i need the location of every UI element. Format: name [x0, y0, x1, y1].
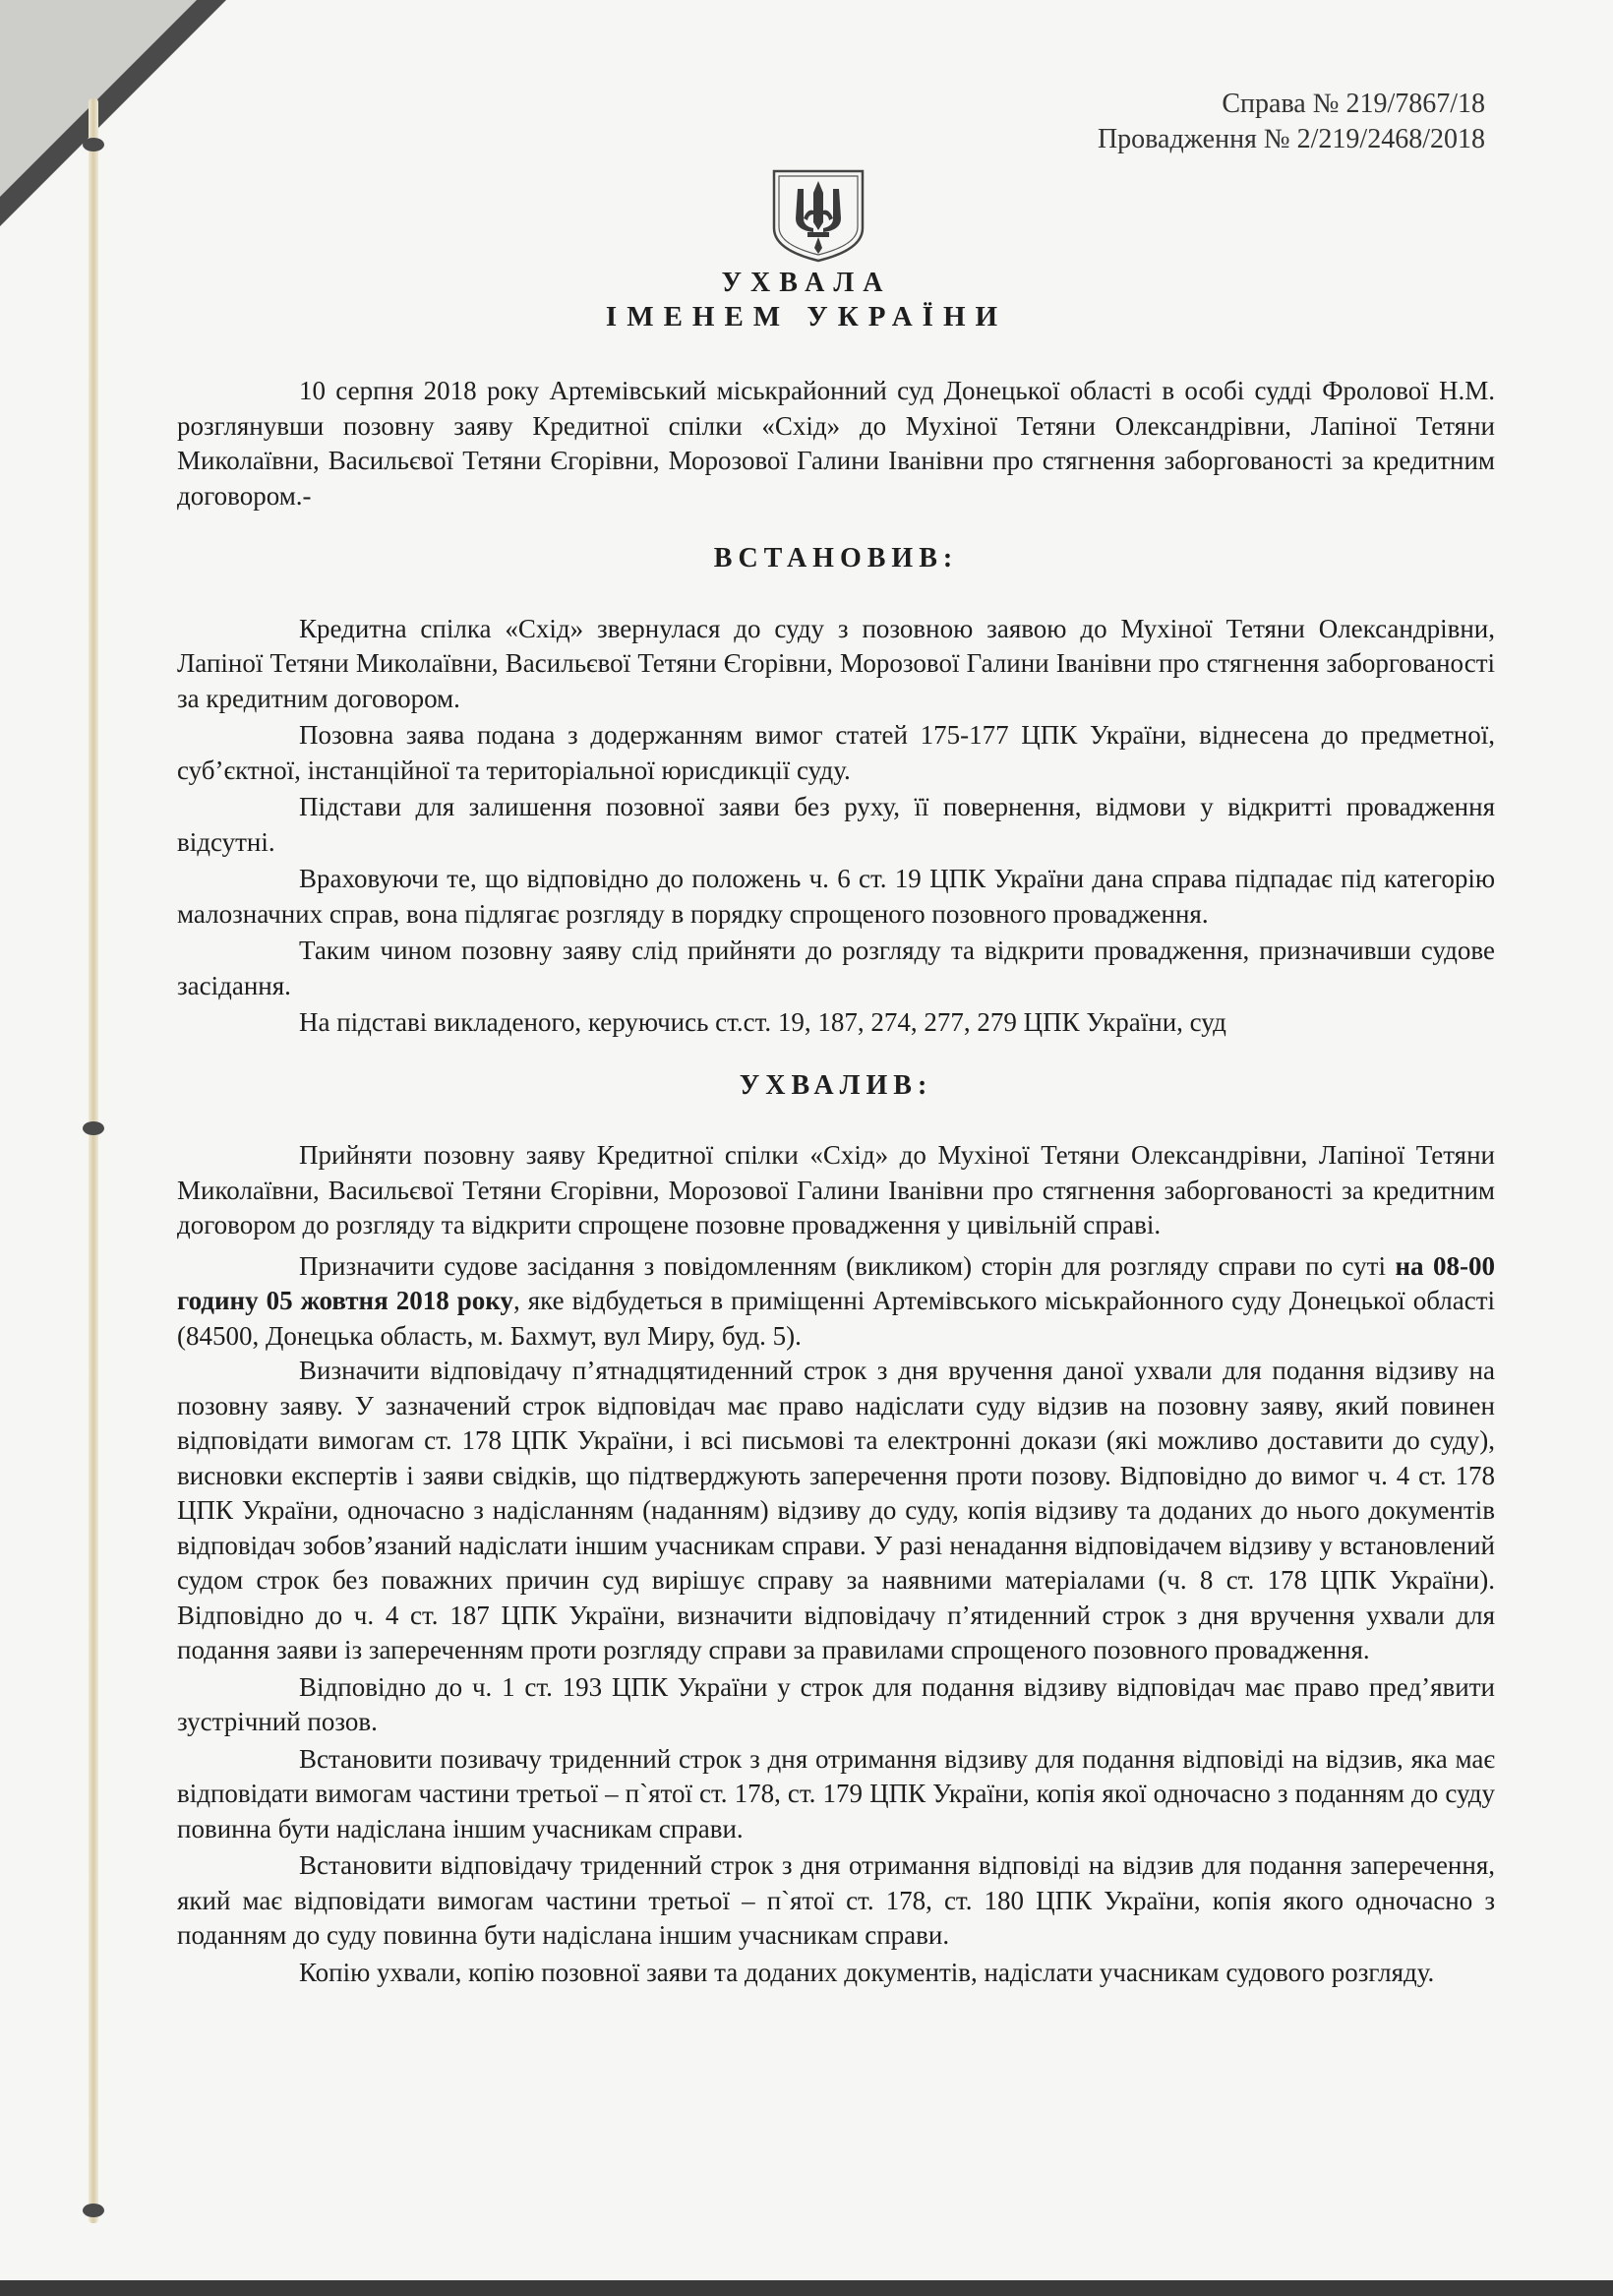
ruling-paragraph: Прийняти позовну заяву Кредитної спілки «Схід» до Мухіної Тетяни Олександрівни, Лапіної Тетяни Миколаївни, Васильєвої Тетяни Єгорівни, Морозової Галини Іванівни про стягнення заборгованості за кредитним договором до розгляду та відкрити спрощене позовне провадження у цивільній справі.	[177, 1140, 1495, 1239]
binding-thread	[89, 98, 98, 2223]
hearing-text-before: Призначити судове засідання з повідомленням (викликом) сторін для розгляду справи по суті	[299, 1250, 1396, 1281]
document-title: УХВАЛА	[721, 268, 892, 298]
binding-hole	[83, 1121, 104, 1135]
proceeding-number: Провадження № 2/219/2468/2018	[1097, 124, 1485, 154]
case-number: Справа № 219/7867/18	[1222, 89, 1485, 119]
binding-hole	[83, 138, 104, 151]
coat-of-arms-icon	[768, 165, 868, 264]
established-paragraph: Позовна заява подана з додержанням вимог статей 175-177 ЦПК України, віднесена до предметної, суб’єктної, інстанційної та територіальної юрисдикції суду.	[177, 720, 1495, 785]
case-numbers	[1098, 87, 1485, 157]
binding-hole	[83, 2204, 104, 2217]
established-paragraph: На підставі викладеного, керуючись ст.ст. 19, 187, 274, 277, 279 ЦПК України, суд	[299, 1007, 1226, 1037]
established-paragraph: Підстави для залишення позовної заяви без руху, її повернення, відмови у відкритті провадження відсутні.	[177, 792, 1495, 857]
hearing-text-after: , яке відбудеться в приміщенні Артемівського міськрайонного суду Донецької області (84500, Донецька область, м. Бахмут, вул Миру, буд. 5).	[177, 1286, 1496, 1351]
ruling-paragraph: Визначити відповідачу п’ятнадцятиденний строк з дня вручення даної ухвали для подання відзиву на позовну заяву. У зазначений строк відповідач має право надіслати суду відзив на позовну заяву, який повинен відповідати вимогам ст. 178 ЦПК України, і всі письмові та електронні докази (які можливо доставити до суду), висновки експертів і заяви свідків, що підтверджують заперечення проти позову. Відповідно до вимог ч. 4 ст. 178 ЦПК України, одночасно з надісланням (наданням) відзиву до суду, копія відзиву та доданих до нього документів відповідач зобов’язаний надіслати іншим учасникам справи. У разі ненадання відповідачем відзиву у встановлений судом строк без поважних причин суд вирішує справу за наявними матеріалами (ч. 8 ст. 178 ЦПК України). Відповідно до ч. 4 ст. 187 ЦПК України, визначити відповідачу п’ятиденний строк з дня вручення ухвали для подання заяви із запереченням проти розгляду справи за правилами спрощеного позовного провадження.	[177, 1356, 1495, 1664]
established-paragraph: Враховуючи те, що відповідно до положень ч. 6 ст. 19 ЦПК України дана справа підпадає під категорію малозначних справ, вона підлягає розгляду в порядку спрощеного позовного провадження.	[177, 864, 1495, 929]
folded-corner-flap	[0, 0, 197, 197]
document-subtitle: ІМЕНЕМ УКРАЇНИ	[605, 301, 1008, 332]
hearing-date: на 08-00 годину 05 жовтня 2018 року	[177, 1250, 1495, 1315]
ruling-paragraph: Встановити відповідачу триденний строк з дня отримання відповіді на відзив для подання заперечення, який має відповідати вимогам частини третьої – п`ятої ст. 178, ст. 180 ЦПК України, копія якого одночасно з поданням до суду повинна бути надіслана іншим учасникам справи.	[177, 1850, 1495, 1950]
established-paragraph: Кредитна спілка «Схід» звернулася до суду з позовною заявою до Мухіної Тетяни Олександрівни, Лапіної Тетяни Миколаївни, Васильєвої Тетяни Єгорівни, Морозової Галини Іванівни про стягнення заборгованості за кредитним договором.	[177, 613, 1495, 713]
section-heading-ruled: УХВАЛИВ:	[739, 1069, 933, 1101]
established-paragraph: Таким чином позовну заяву слід прийняти до розгляду та відкрити провадження, призначивши судове засідання.	[177, 936, 1495, 1000]
document-body	[177, 374, 1495, 1990]
ruling-paragraph-hearing	[177, 1249, 1495, 1355]
intro-paragraph: 10 серпня 2018 року Артемівський міськрайонний суд Донецької області в особі судді Фролової Н.М. розглянувши позовну заяву Кредитної спілки «Схід» до Мухіної Тетяни Олександрівни, Лапіної Тетяни Миколаївни, Васильєвої Тетяни Єгорівни, Морозової Галини Іванівни про стягнення заборгованості за кредитним договором.-	[177, 376, 1495, 511]
scan-edge	[0, 2280, 1613, 2296]
section-heading-established: ВСТАНОВИВ:	[713, 543, 959, 574]
ruling-paragraph: Відповідно до ч. 1 ст. 193 ЦПК України у строк для подання відзиву відповідач має право пред’явити зустрічний позов.	[177, 1671, 1495, 1736]
ruling-paragraph: Встановити позивачу триденний строк з дня отримання відзиву для подання відповіді на відзив, яка має відповідати вимогам частини третьої – п`ятої ст. 178, ст. 179 ЦПК України, копія якої одночасно з поданням до суду повинна бути надіслана іншим учасникам справи.	[177, 1743, 1495, 1843]
ruling-paragraph: Копію ухвали, копію позовної заяви та доданих документів, надіслати учасникам судового розгляду.	[299, 1957, 1435, 1987]
